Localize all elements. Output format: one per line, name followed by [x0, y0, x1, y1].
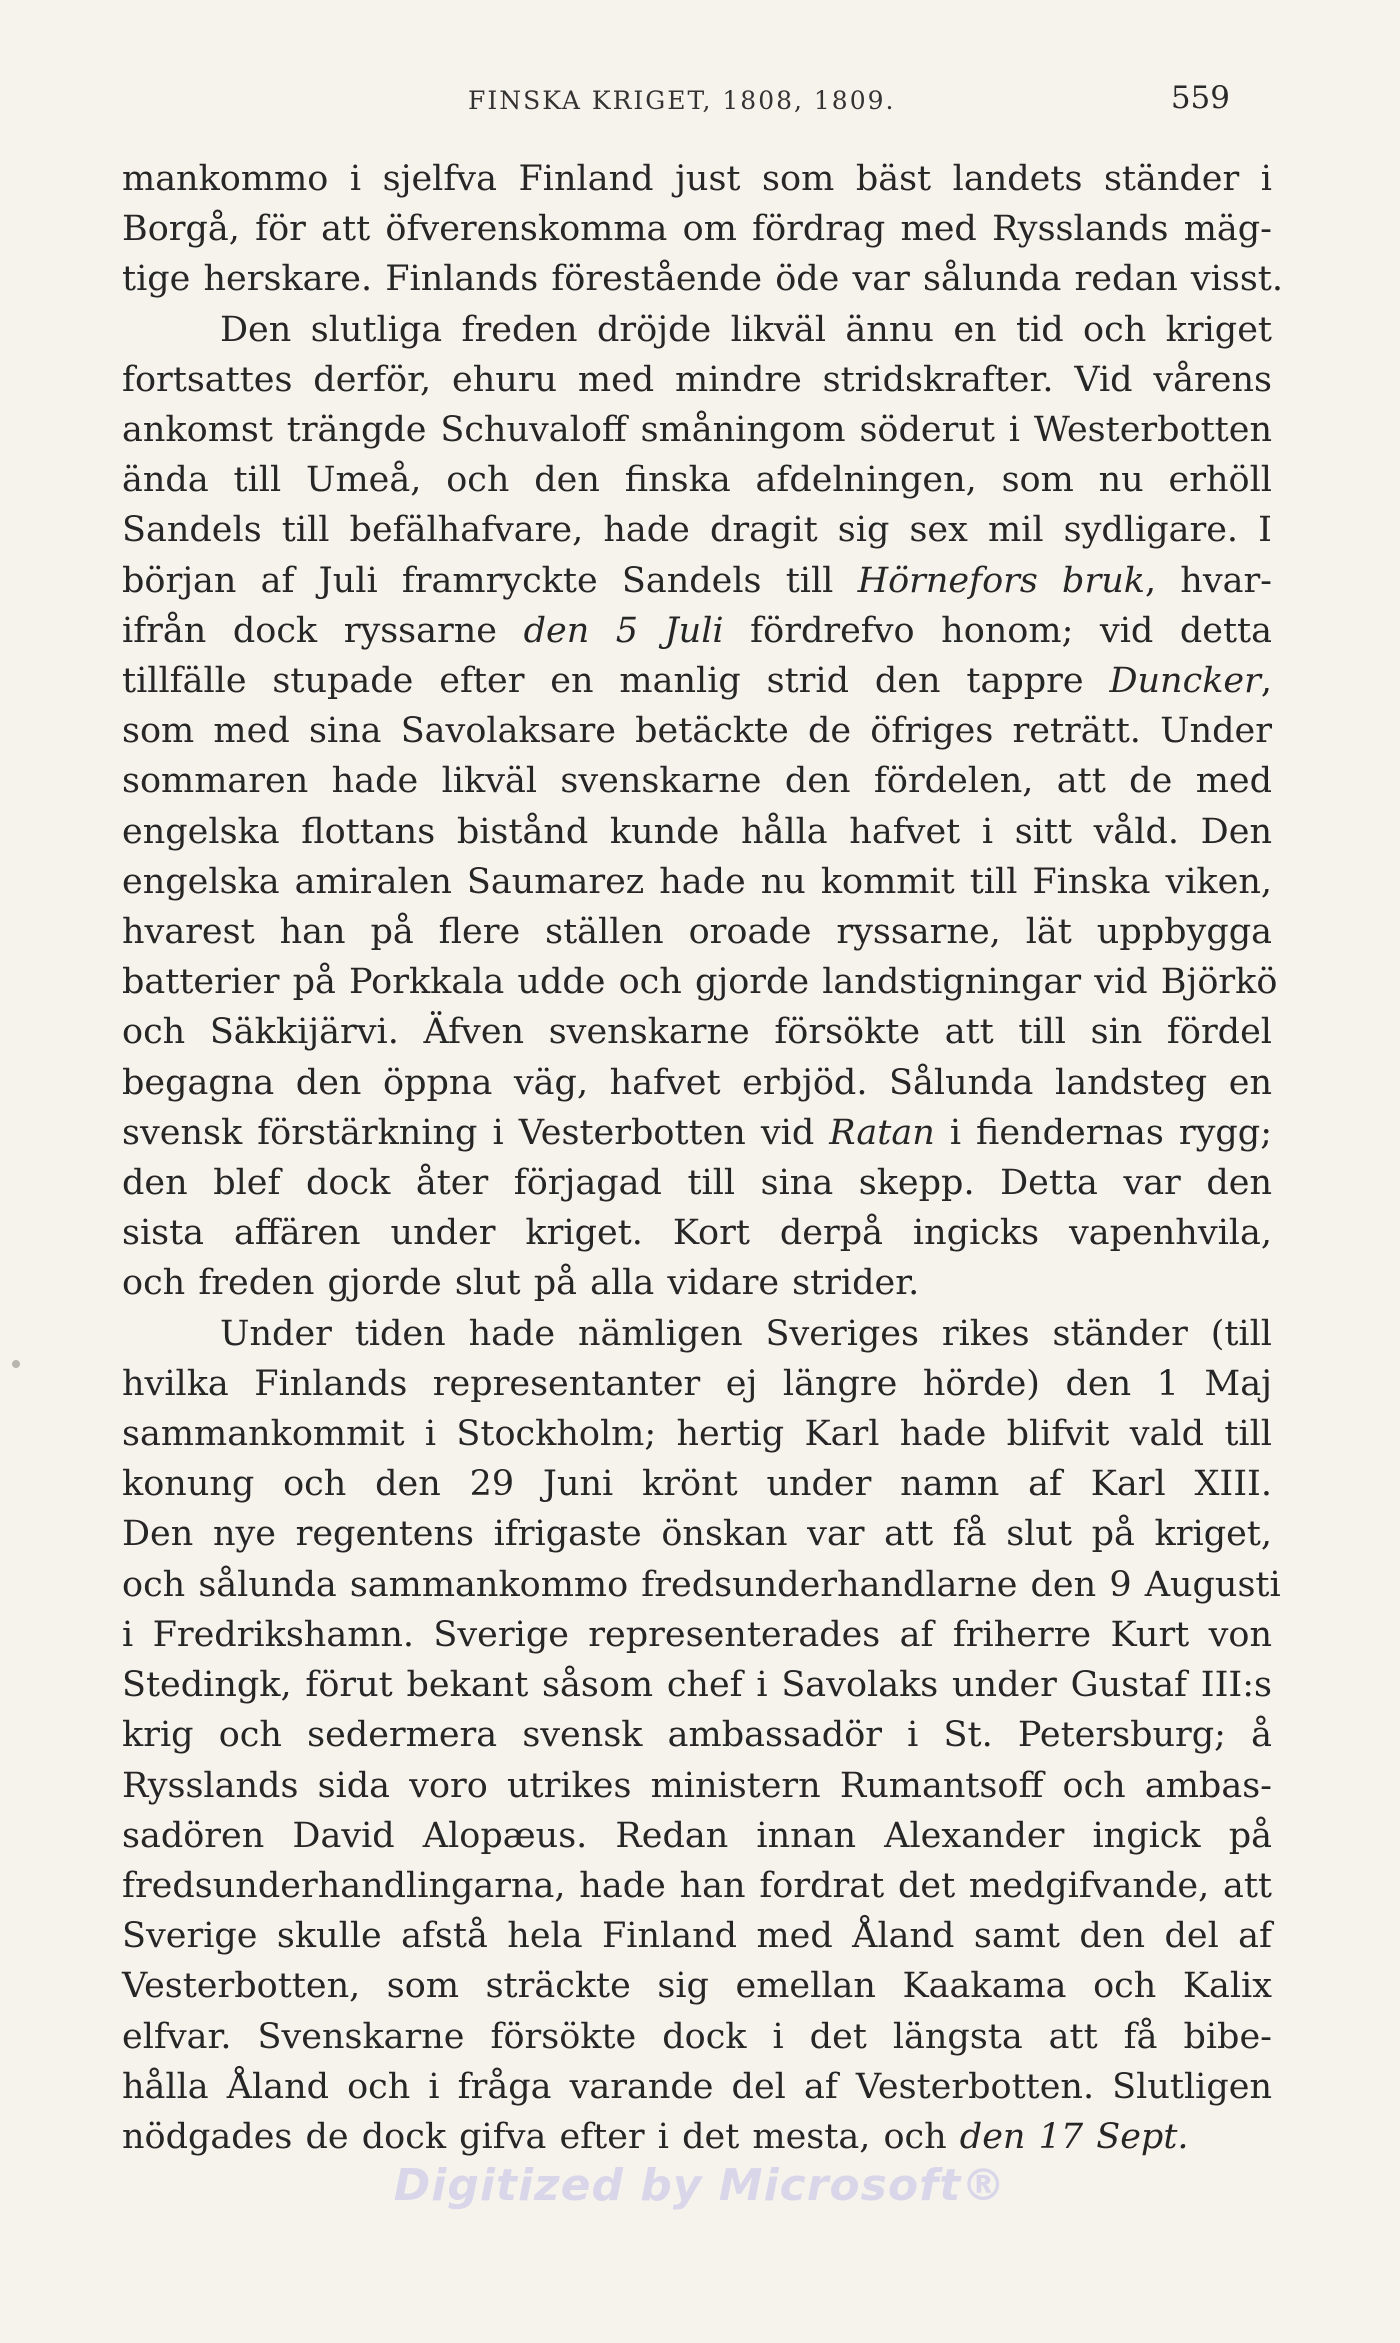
text-run: mankommo i sjelfva Finland just som bäst landets ständer i — [122, 159, 1272, 199]
text-line — [122, 807, 1272, 857]
italic-run: Ratan — [829, 1112, 935, 1153]
text-run: engelska amiralen Saumarez hade nu kommit till Finska viken, — [122, 861, 1272, 902]
text-line — [122, 656, 1272, 706]
text-line — [122, 1811, 1272, 1861]
text-run: Rysslands sida voro utrikes ministern Rumantsoff och ambas- — [122, 1765, 1272, 1806]
text-run: svensk förstärkning i Vesterbotten vid — [122, 1112, 830, 1153]
text-line — [122, 1158, 1272, 1208]
text-line — [122, 606, 1272, 656]
text-line — [122, 556, 1272, 606]
text-run: början af Juli framryckte Sandels till — [122, 560, 858, 601]
text-line — [122, 1961, 1272, 2011]
running-head — [122, 80, 1230, 116]
text-line — [122, 204, 1272, 254]
text-run: i Fredrikshamn. Sverige representerades af friherre Kurt von — [122, 1614, 1272, 1655]
italic-run: den 17 Sept. — [959, 2116, 1189, 2157]
text-line — [122, 1560, 1281, 1610]
text-run: nödgades de dock gifva efter i det mesta, och — [122, 2116, 960, 2157]
text-line — [122, 405, 1272, 455]
body-text — [122, 154, 1283, 2162]
text-line — [122, 1007, 1272, 1057]
text-run: och freden gjorde slut på alla vidare strider. — [122, 1263, 920, 1304]
text-run: i fiendernas rygg; — [934, 1112, 1272, 1153]
paragraph — [122, 154, 1283, 305]
text-line — [122, 1861, 1272, 1911]
text-run: fredsunderhandlingarna, hade han fordrat det medgifvande, att — [122, 1865, 1272, 1906]
text-line — [122, 957, 1278, 1007]
text-run: som med sina Savolaksare betäckte de öfriges reträtt. Under — [122, 711, 1272, 752]
text-line — [122, 1359, 1272, 1409]
text-run: Borgå, för att öfverenskomma om fördrag med Rysslands mäg- — [122, 209, 1272, 250]
text-line — [122, 1409, 1272, 1459]
text-line — [122, 1509, 1272, 1559]
text-run: hålla Åland och i fråga varande del af Vesterbotten. Slutligen — [122, 2066, 1272, 2107]
text-run: , hvar- — [1144, 560, 1273, 601]
text-line — [122, 1309, 1272, 1359]
text-line — [122, 1258, 1272, 1308]
text-line — [122, 2112, 1272, 2162]
text-run: tige herskare. Finlands förestående öde var sålunda redan visst. — [122, 259, 1283, 300]
text-line — [122, 1761, 1272, 1811]
text-run: ifrån dock ryssarne — [122, 610, 524, 651]
text-run: konung och den 29 Juni krönt under namn af Karl XIII. — [122, 1464, 1272, 1505]
text-run: och Säkkijärvi. Äfven svenskarne försökte att till sin fördel — [122, 1012, 1272, 1053]
text-run: ända till Umeå, och den finska afdelningen, som nu erhöll — [122, 460, 1272, 501]
text-line — [122, 1459, 1272, 1509]
text-line — [122, 1710, 1272, 1760]
page-number: 559 — [1170, 80, 1230, 116]
text-run: fortsattes derför, ehuru med mindre stridskrafter. Vid vårens — [122, 359, 1272, 400]
text-run: den blef dock åter förjagad till sina skepp. Detta var den — [122, 1163, 1272, 1204]
text-line — [122, 305, 1272, 355]
text-run: begagna den öppna väg, hafvet erbjöd. Sålunda landsteg en — [122, 1062, 1272, 1103]
margin-speck — [12, 1360, 20, 1368]
text-line — [122, 355, 1272, 405]
text-run: batterier på Porkkala udde och gjorde landstigningar vid Björkö — [122, 962, 1278, 1003]
text-run: Den nye regentens ifrigaste önskan var att få slut på kriget, — [122, 1514, 1272, 1555]
text-line — [122, 706, 1272, 756]
text-run: och sålunda sammankommo fredsunderhandlarne den 9 Augusti — [122, 1564, 1281, 1605]
text-line — [122, 505, 1272, 555]
italic-run: den 5 Juli — [523, 610, 724, 651]
text-line — [122, 2012, 1272, 2062]
text-run: hvilka Finlands representanter ej längre hörde) den 1 Maj — [122, 1363, 1272, 1404]
text-run: Under tiden hade nämligen Sveriges rikes ständer (till — [220, 1313, 1272, 1354]
text-run: Vesterbotten, som sträckte sig emellan Kaakama och Kalix — [122, 1966, 1272, 2007]
text-run: hvarest han på flere ställen oroade ryssarne, lät uppbygga — [122, 912, 1272, 953]
text-run: sammankommit i Stockholm; hertig Karl hade blifvit vald till — [122, 1414, 1272, 1455]
text-line — [122, 154, 1272, 204]
text-line — [122, 1108, 1272, 1158]
text-line — [122, 1660, 1272, 1710]
text-run: fördrefvo honom; vid detta — [723, 610, 1272, 651]
text-line — [122, 254, 1283, 304]
text-line — [122, 907, 1272, 957]
text-line — [122, 756, 1272, 806]
text-run: Den slutliga freden dröjde likväl ännu en tid och kriget — [220, 309, 1272, 350]
running-title: FINSKA KRIGET, 1808, 1809. — [468, 86, 896, 115]
digitization-watermark: Digitized by Microsoft® — [393, 2160, 1007, 2211]
text-line — [122, 1058, 1272, 1108]
text-run: sadören David Alopæus. Redan innan Alexander ingick på — [122, 1815, 1272, 1856]
text-run: , — [1260, 661, 1272, 702]
italic-run: Hörnefors bruk — [857, 560, 1145, 601]
paragraph — [122, 1309, 1281, 2162]
text-run: krig och sedermera svensk ambassadör i St. Petersburg; å — [122, 1715, 1272, 1756]
text-line — [122, 857, 1272, 907]
text-run: engelska flottans bistånd kunde hålla hafvet i sitt våld. Den — [122, 811, 1272, 852]
text-run: Sverige skulle afstå hela Finland med Åland samt den del af — [122, 1916, 1272, 1957]
text-line — [122, 1911, 1272, 1961]
text-run: ankomst trängde Schuvaloff småningom söderut i Westerbotten — [122, 410, 1272, 451]
text-run: sommaren hade likväl svenskarne den fördelen, att de med — [122, 761, 1272, 802]
text-run: tillfälle stupade efter en manlig strid den tappre — [122, 661, 1110, 702]
text-run: Stedingk, förut bekant såsom chef i Savolaks under Gustaf III:s — [122, 1665, 1272, 1706]
text-run: elfvar. Svenskarne försökte dock i det längsta att få bibe- — [122, 2016, 1272, 2057]
italic-run: Duncker — [1109, 661, 1261, 702]
text-line — [122, 2062, 1272, 2112]
text-run: Sandels till befälhafvare, hade dragit sig sex mil sydligare. I — [122, 510, 1272, 551]
text-line — [122, 455, 1272, 505]
paragraph — [122, 305, 1278, 1309]
text-line — [122, 1208, 1272, 1258]
text-line — [122, 1610, 1272, 1660]
text-run: sista affären under kriget. Kort derpå ingicks vapenhvila, — [122, 1213, 1272, 1254]
